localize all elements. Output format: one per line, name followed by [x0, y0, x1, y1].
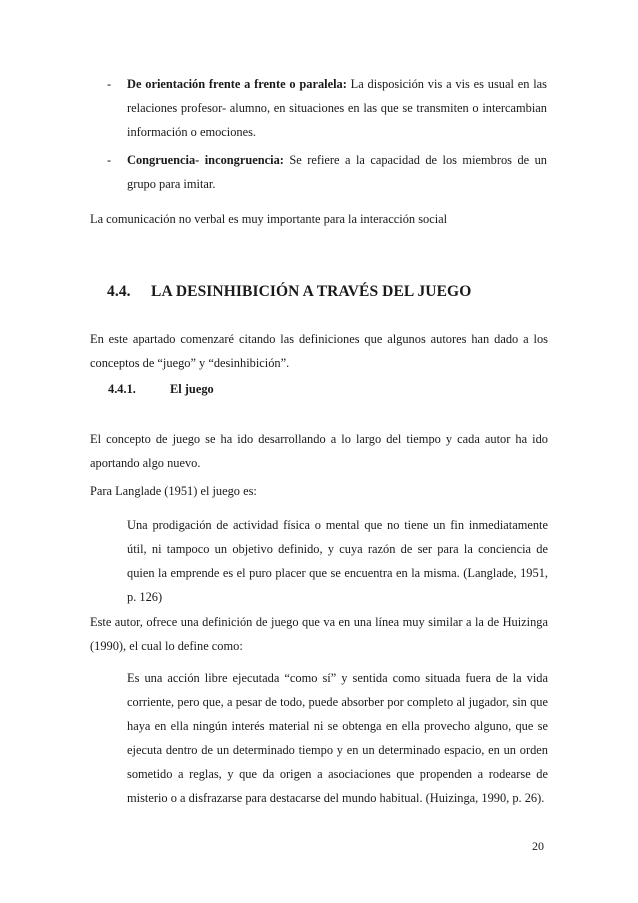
section-number: 4.4.: [107, 283, 131, 300]
page-number: 20: [532, 839, 544, 853]
paragraph-comunicacion: La comunicación no verbal es muy importante para la interacción social: [90, 212, 448, 226]
section-title: LA DESINHIBICIÓN A TRAVÉS DEL JUEGO: [151, 283, 472, 300]
paragraph-autor: Este autor, ofrece una definición de juego que va en una línea muy similar a la de Huizinga (1990), el cual lo define como:: [90, 615, 548, 653]
blockquote-huizinga: Es una acción libre ejecutada “como sí” y sentida como situada fuera de la vida corriente, pero que, a pesar de todo, puede absorber por completo al jugador, sin que haya en ella ningún interés material ni se obtenga en ella provecho alguno, que se ejecuta dentro de un determinado tiempo y en un determinado espacio, en un orden sometido a reglas, y que da origen a asociaciones que propenden a rodearse de misterio o a disfrazarse para destacarse del mundo habitual. (Huizinga, 1990, p. 26).: [127, 671, 548, 805]
subsection-title: El juego: [170, 382, 214, 396]
paragraph-intro: En este apartado comenzaré citando las definiciones que algunos autores han dado a los conceptos de “juego” y “desinhibición”.: [90, 332, 548, 370]
paragraph-langlade: Para Langlade (1951) el juego es:: [90, 484, 257, 498]
blockquote-langlade: Una prodigación de actividad física o mental que no tiene un fin inmediatamente útil, ni tampoco un objetivo definido, y cuya razón de ser para la conciencia de quien la emprende es el puro placer que se encuentra en la misma. (Langlade, 1951, p. 126): [127, 518, 548, 604]
paragraph-concepto: El concepto de juego se ha ido desarrollando a lo largo del tiempo y cada autor ha ido aportando algo nuevo.: [90, 432, 548, 470]
section-heading: [107, 283, 471, 301]
bullet-item-orientacion: [107, 72, 547, 144]
bullet-item-congruencia: [107, 148, 547, 196]
subsection-number: 4.4.1.: [108, 382, 136, 396]
bullet-dash: -: [107, 77, 112, 91]
bullet-dash: -: [107, 153, 112, 167]
bullet-term: Congruencia- incongruencia:: [127, 153, 284, 167]
bullet-text: Se refiere a la capacidad de los miembros de un grupo para imitar.: [127, 153, 547, 191]
subsection-heading: [108, 382, 214, 397]
bullet-term: De orientación frente a frente o paralela:: [127, 77, 347, 91]
bullet-body: [127, 148, 547, 196]
bullet-body: [127, 72, 547, 144]
bullet-text: La disposición vis a vis es usual en las relaciones profesor- alumno, en situaciones en las que se transmiten o intercambian información o emociones.: [127, 77, 547, 139]
